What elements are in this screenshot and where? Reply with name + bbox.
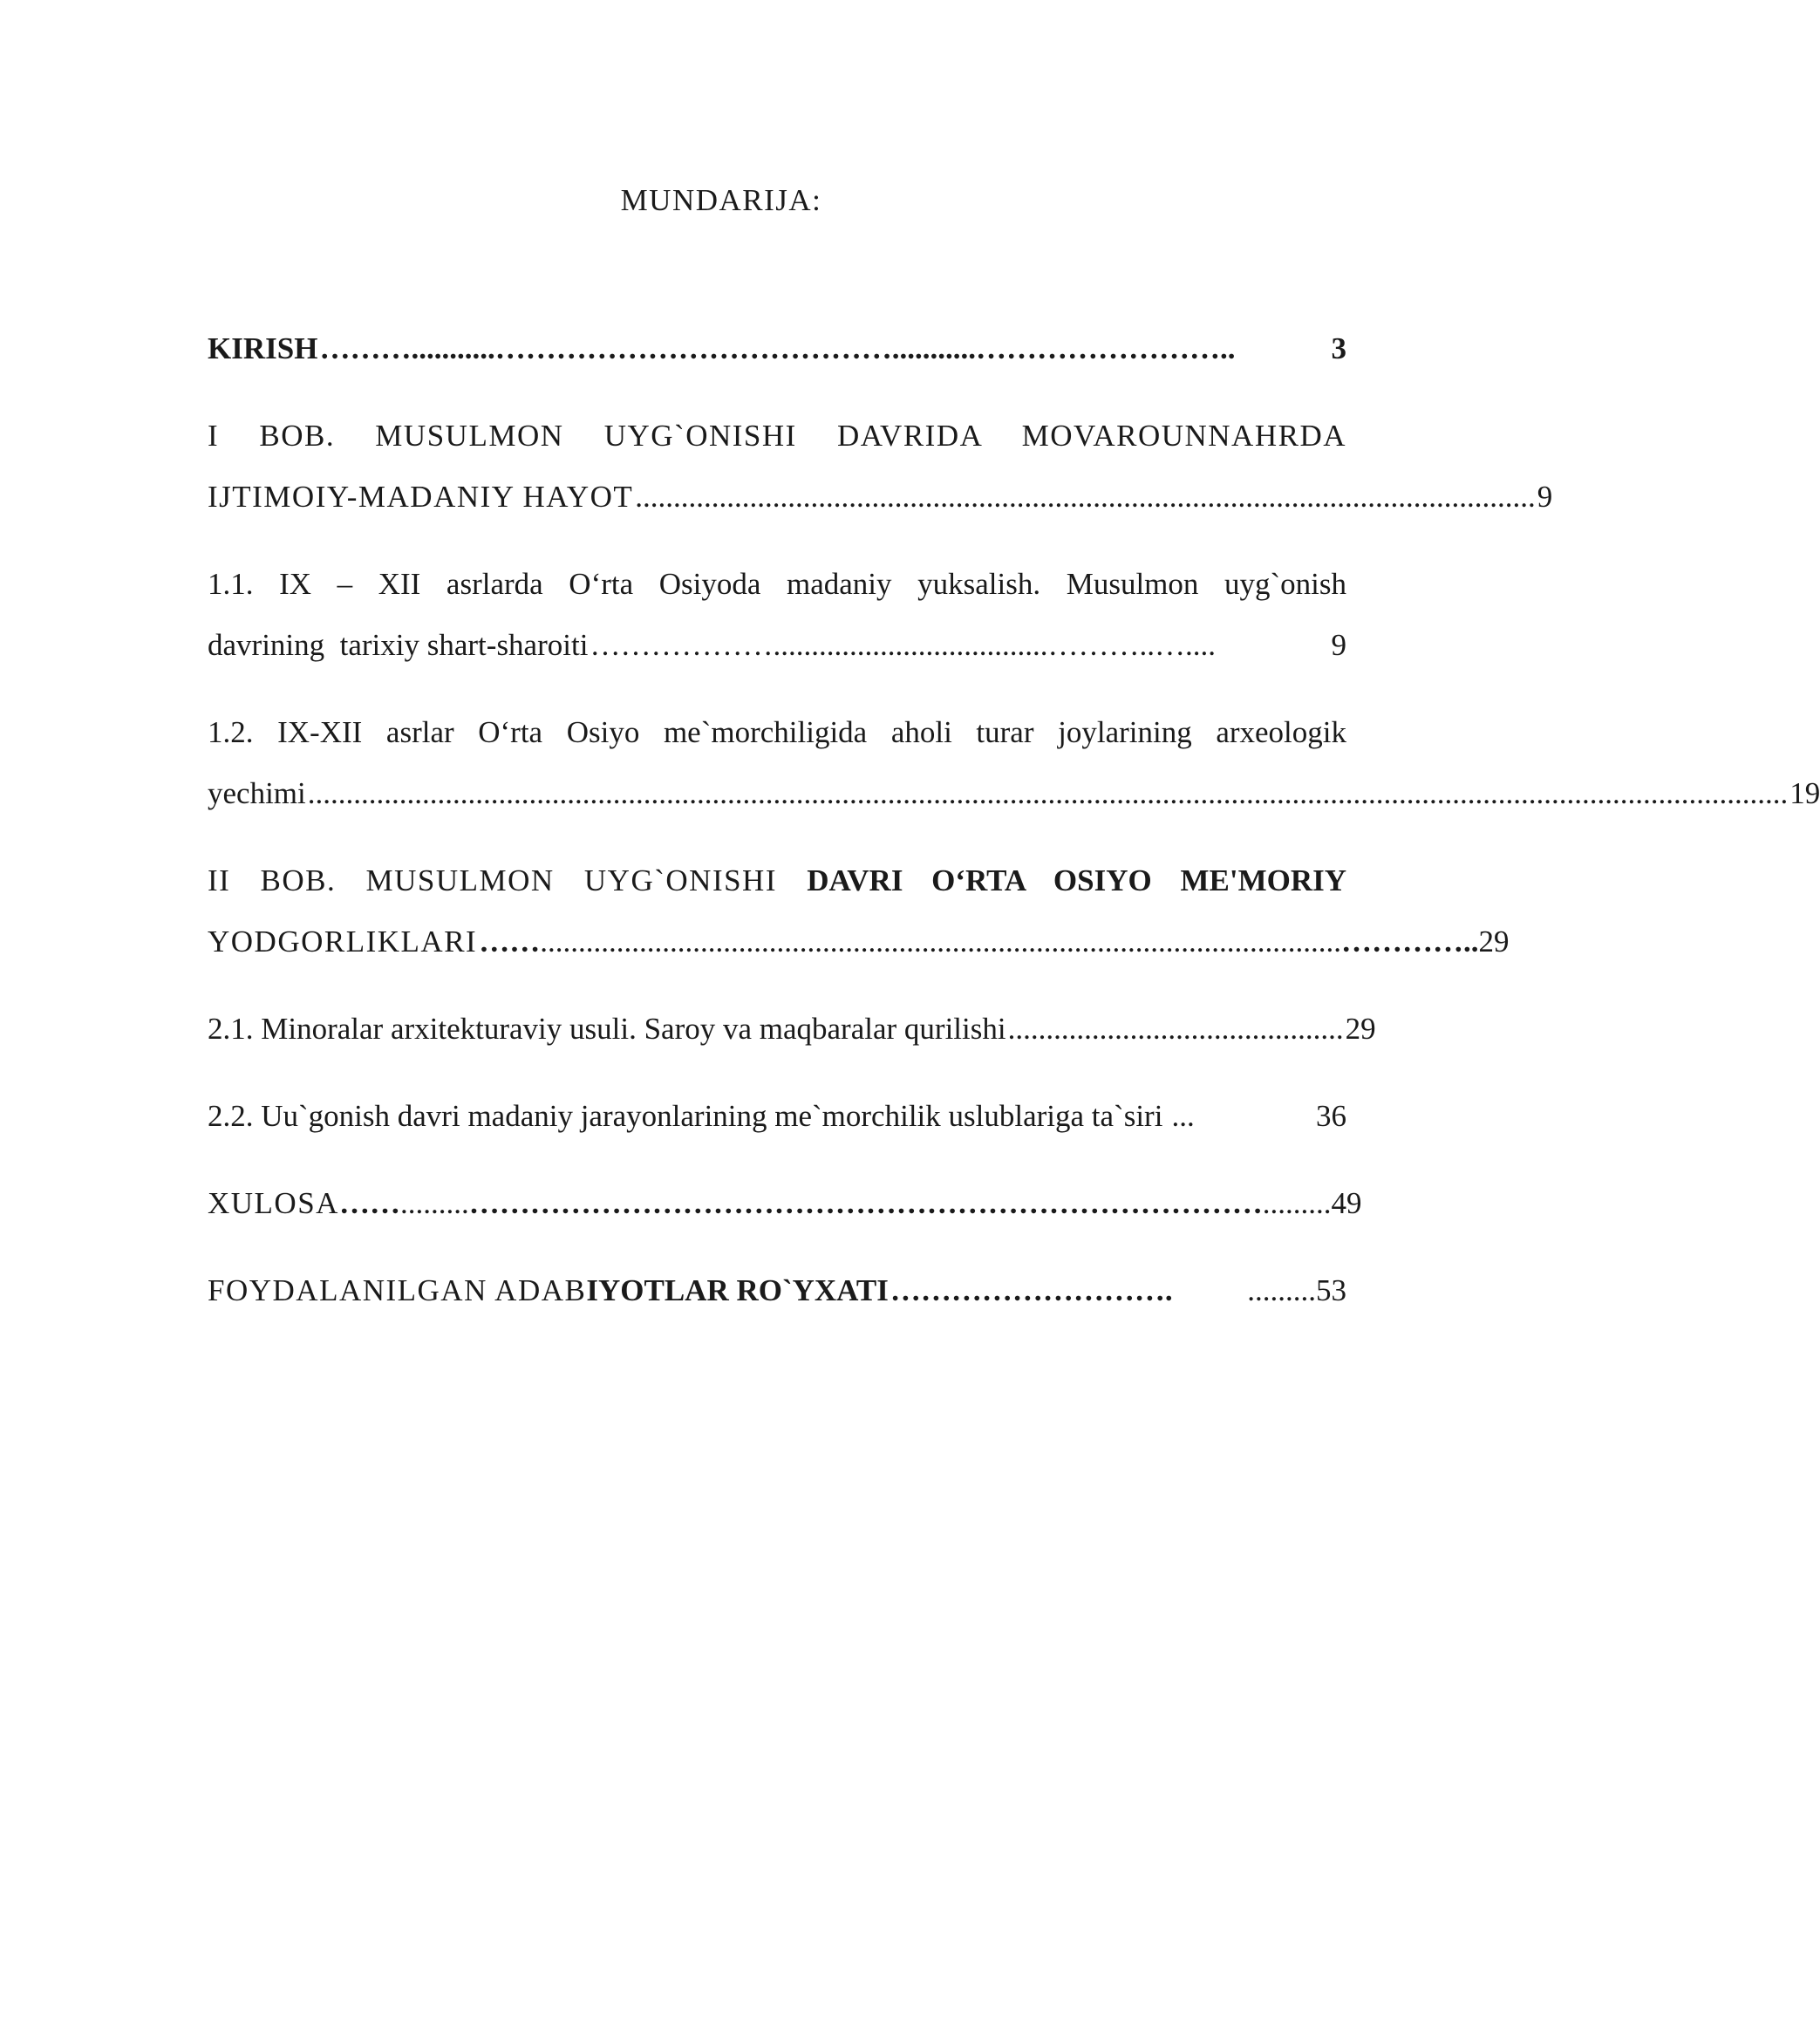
dot-leader-bold: ……………………….	[890, 1273, 1173, 1307]
toc-page-number: 9	[1331, 628, 1346, 662]
dot-leader-tail: ……………………………………………………………………	[468, 1186, 1263, 1220]
toc-entry-bibliography[interactable]	[208, 1260, 1346, 1321]
toc-entry-section-2-2[interactable]	[208, 1086, 1346, 1147]
page-title: MUNDARIJA:	[620, 183, 822, 217]
toc-entry-section-2-1[interactable]	[208, 999, 1376, 1060]
dot-leader-end: .........	[1262, 1186, 1332, 1220]
toc-entry-label-plain: FOYDALANILGAN ADAB	[208, 1273, 587, 1307]
toc-entry-title-line: 1.1. IX – XII asrlarda O‘rta Osiyoda madaniy yuksalish. Musulmon uyg`onish	[208, 567, 1346, 601]
toc-entry-label: XULOSA	[208, 1186, 339, 1220]
toc-entry-xulosa[interactable]	[208, 1173, 1362, 1234]
dot-leader: ...	[1171, 1099, 1195, 1133]
toc-page-number: 53	[1316, 1273, 1346, 1307]
toc-entry-title-bold: DAVRI O‘RTA OSIYO ME'MORIY	[807, 863, 1346, 897]
toc-entry-title-line	[208, 850, 1346, 911]
toc-page-number: 9	[1537, 480, 1554, 514]
dot-leader-tail: …………..	[1340, 924, 1479, 959]
dot-leader: .........	[1247, 1273, 1316, 1307]
toc-entry-chapter-2[interactable]	[208, 850, 1510, 972]
toc-entry-label: KIRISH	[208, 331, 318, 365]
dot-leader-bold: ……	[479, 924, 541, 959]
toc-entry-label: davrining tarixiy shart-sharoiti	[208, 628, 589, 662]
toc-page-number: 36	[1316, 1099, 1346, 1133]
toc-entry-title-plain: II BOB. MUSULMON UYG`ONISHI	[208, 863, 808, 897]
toc-page-number: 29	[1478, 924, 1510, 959]
dot-leader: ………………....................................………..…....	[590, 628, 1216, 662]
toc-page-number: 3	[1331, 331, 1346, 365]
toc-entry-label: 2.1. Minoralar arxitekturaviy usuli. Saroy va maqbaralar qurilishi	[208, 1012, 1006, 1046]
toc-entry-label: yechimi	[208, 776, 306, 810]
toc-entry-label: IJTIMOIY-MADANIY HAYOT	[208, 480, 634, 514]
toc-entry-label: 2.2. Uu`gonish davri madaniy jarayonlarining me`morchilik uslublariga ta`siri	[208, 1099, 1163, 1133]
toc-page-number: 29	[1345, 1012, 1376, 1046]
dot-leader: .........................................................................................................	[540, 924, 1341, 959]
dot-leader: ..................................................................................................................................................................................................	[307, 776, 1789, 810]
toc-entry-chapter-1[interactable]	[208, 406, 1554, 528]
toc-entry-label-bold: IYOTLAR RO`YXATI	[586, 1273, 889, 1307]
toc-entry-section-1-2[interactable]	[208, 702, 1820, 824]
dot-leader: ………...........…………………………………...........……………………..	[319, 331, 1236, 365]
toc-entry-title-line: 1.2. IX-XII asrlar O‘rta Osiyo me`morchiligida aholi turar joylarining arxeologik	[208, 715, 1346, 749]
toc-page-number: 19	[1789, 776, 1820, 810]
dot-leader: ......................................................................................................................	[635, 480, 1536, 514]
toc-entry-title-line: I BOB. MUSULMON UYG`ONISHI DAVRIDA MOVAROUNNAHRDA	[208, 419, 1346, 453]
dot-leader: ............................................	[1007, 1012, 1344, 1046]
dot-leader: .........	[399, 1186, 469, 1220]
toc-entry-kirish[interactable]	[208, 318, 1346, 379]
toc-page-number: 49	[1331, 1186, 1362, 1220]
dot-leader-bold: ……	[338, 1186, 400, 1220]
toc-entry-section-1-1[interactable]	[208, 554, 1346, 676]
toc-entry-label: YODGORLIKLARI	[208, 924, 478, 959]
